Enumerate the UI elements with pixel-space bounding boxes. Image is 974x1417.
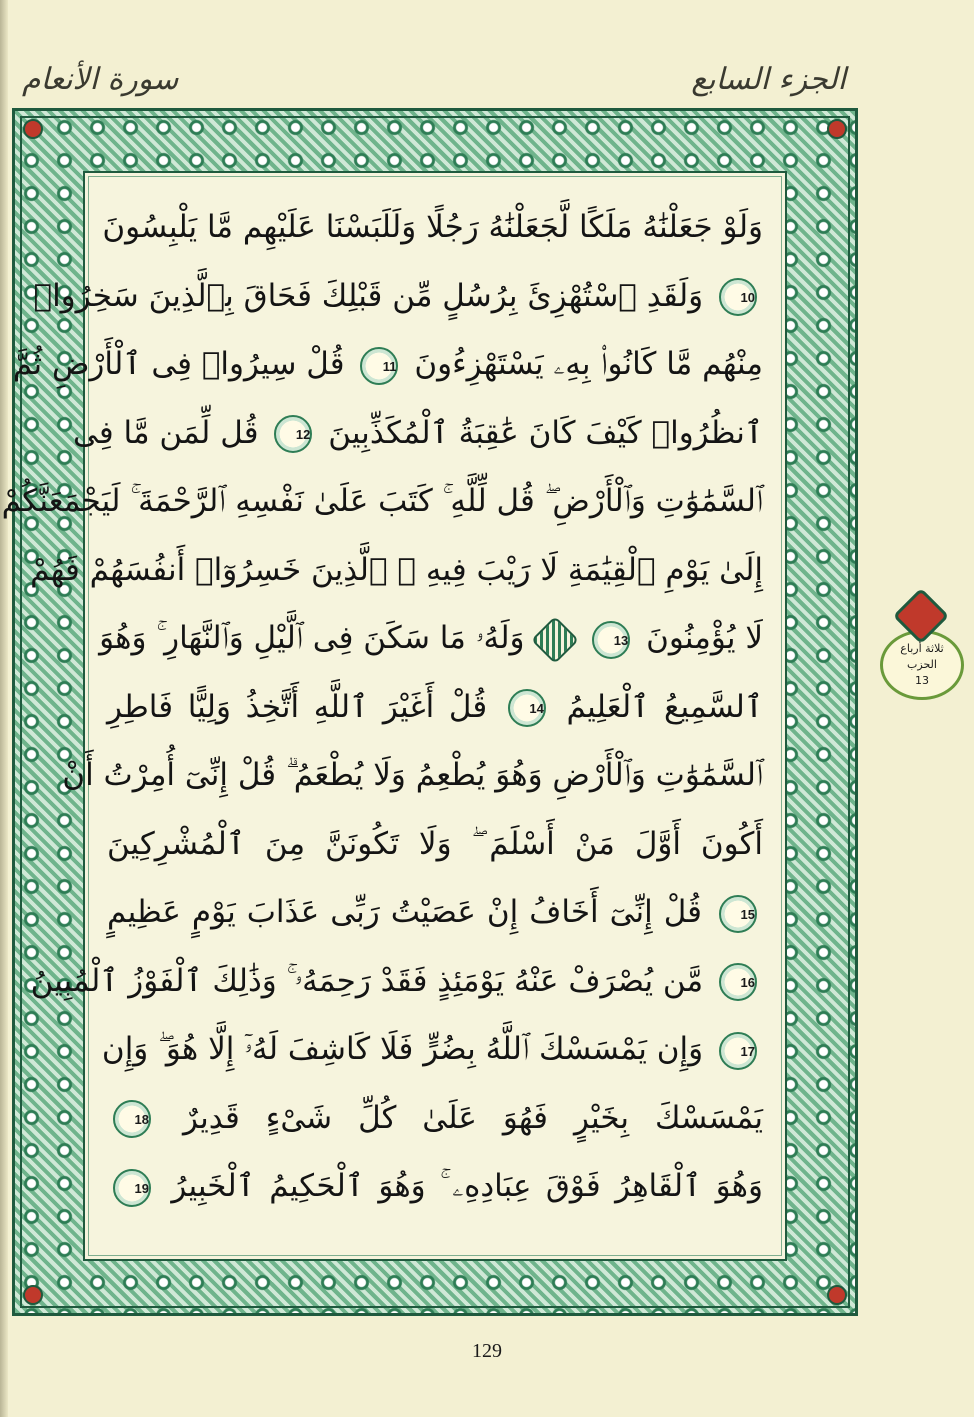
verse-number-marker: 16 bbox=[719, 963, 757, 1001]
verse-number-marker: 19 bbox=[113, 1169, 151, 1207]
verse-text: وَلَوْ جَعَلْنَٰهُ مَلَكًا لَّجَعَلْنَٰهُ رَجُلًا وَلَلَبَسْنَا عَلَيْهِم مَّا يَلْبِسُونَ bbox=[102, 209, 763, 245]
page-edge bbox=[0, 0, 8, 1417]
verse-text: وَإِن يَمْسَسْكَ ٱللَّهُ بِضُرٍّ فَلَا كَاشِفَ لَهُۥٓ إِلَّا هُوَ ۖ وَإِن bbox=[101, 1031, 704, 1067]
verse-line bbox=[107, 673, 763, 742]
verse-text: قُلْ سِيرُوا۟ فِى ٱلْأَرْضِ ثُمَّ bbox=[12, 346, 345, 382]
verse-text: لَا يُؤْمِنُونَ bbox=[646, 620, 763, 656]
verse-line bbox=[62, 741, 763, 810]
hizb-marker bbox=[880, 596, 962, 696]
page-number: 129 bbox=[472, 1340, 502, 1362]
ornamental-frame bbox=[1, 108, 858, 1316]
hizb-number: 13 bbox=[915, 674, 929, 687]
verse-text: وَلَهُۥ مَا سَكَنَ فِى ٱلَّيْلِ وَٱلنَّهَارِ ۚ وَهُوَ bbox=[99, 620, 525, 656]
corner-ornament bbox=[827, 119, 847, 139]
hizb-label-line2: الحزب bbox=[907, 658, 937, 671]
verse-line bbox=[101, 1015, 763, 1084]
verse-text: قُل لِّمَن مَّا فِى bbox=[72, 414, 259, 451]
verse-number-marker: 10 bbox=[719, 278, 757, 316]
verse-number-marker: 13 bbox=[592, 621, 630, 659]
rub-el-hizb-icon bbox=[531, 615, 579, 663]
verse-line bbox=[12, 330, 763, 399]
verse-line bbox=[107, 1084, 763, 1153]
verse-number-marker: 18 bbox=[113, 1100, 151, 1138]
juz-name: الجزء السابع bbox=[691, 62, 846, 97]
verse-text: ٱلسَّمَٰوَٰتِ وَٱلْأَرْضِ ۖ قُل لِّلَّهِ ۚ كَتَبَ عَلَىٰ نَفْسِهِ ٱلرَّحْمَةَ ۚ لَيَجْمَعَنَّكُمْ bbox=[1, 483, 763, 519]
surah-name: سورة الأنعام bbox=[22, 62, 179, 97]
verse-number-marker: 12 bbox=[274, 415, 312, 453]
verse-text: أَكُونَ أَوَّلَ مَنْ أَسْلَمَ ۖ وَلَا تَكُونَنَّ مِنَ ٱلْمُشْرِكِينَ bbox=[107, 825, 763, 862]
verse-text: إِلَىٰ يَوْمِ ٱلْقِيَٰمَةِ لَا رَيْبَ فِيهِ ۚ ٱلَّذِينَ خَسِرُوٓا۟ أَنفُسَهُمْ فَهُمْ bbox=[30, 551, 763, 588]
verse-text-area bbox=[1, 171, 787, 1261]
corner-ornament bbox=[827, 1285, 847, 1305]
verse-text: ٱنظُرُوا۟ كَيْفَ كَانَ عَٰقِبَةُ ٱلْمُكَذِّبِينَ bbox=[328, 414, 763, 451]
verse-line bbox=[107, 878, 763, 947]
corner-ornament bbox=[23, 119, 43, 139]
verse-line bbox=[30, 536, 763, 605]
verse-line bbox=[1, 467, 763, 536]
verse-number-marker: 15 bbox=[719, 895, 757, 933]
verse-text: قُلْ إِنِّىٓ أَخَافُ إِنْ عَصَيْتُ رَبِّى عَذَابَ يَوْمٍ عَظِيمٍ bbox=[107, 894, 702, 930]
verse-line bbox=[72, 399, 763, 468]
verse-line bbox=[30, 947, 763, 1016]
verse-line bbox=[33, 262, 763, 331]
verse-text: وَلَقَدِ ٱسْتُهْزِئَ بِرُسُلٍ مِّن قَبْلِكَ فَحَاقَ بِٱلَّذِينَ سَخِرُوا۟ bbox=[33, 277, 704, 314]
verse-number-marker: 14 bbox=[508, 689, 546, 727]
verse-text: وَهُوَ ٱلْقَاهِرُ فَوْقَ عِبَادِهِۦ ۚ وَهُوَ ٱلْحَكِيمُ ٱلْخَبِيرُ bbox=[171, 1168, 763, 1204]
verse-number-marker: 11 bbox=[360, 347, 398, 385]
verse-text: ٱلسَّمَٰوَٰتِ وَٱلْأَرْضِ وَهُوَ يُطْعِمُ وَلَا يُطْعَمُ ۗ قُلْ إِنِّىٓ أُمِرْتُ أَنْ bbox=[62, 757, 763, 793]
verse-text: مَّن يُصْرَفْ عَنْهُ يَوْمَئِذٍ فَقَدْ رَحِمَهُۥ ۚ وَذَٰلِكَ ٱلْفَوْزُ ٱلْمُبِينُ bbox=[30, 962, 704, 999]
hizb-label-line1: ثلاثة أرباع bbox=[900, 642, 944, 655]
verse-number-marker: 17 bbox=[719, 1032, 757, 1070]
verse-text: قُلْ أَغَيْرَ ٱللَّهِ أَتَّخِذُ وَلِيًّا فَاطِرِ bbox=[107, 688, 488, 725]
verse-line bbox=[102, 193, 763, 262]
verse-text: مِنْهُم مَّا كَانُوا۟ بِهِۦ يَسْتَهْزِءُونَ bbox=[414, 346, 763, 382]
verse-line bbox=[99, 604, 763, 673]
verse-line bbox=[107, 1152, 763, 1221]
corner-ornament bbox=[23, 1285, 43, 1305]
verse-text: ٱلسَّمِيعُ ٱلْعَلِيمُ bbox=[566, 688, 764, 725]
verse-text: يَمْسَسْكَ بِخَيْرٍ فَهُوَ عَلَىٰ كُلِّ شَىْءٍ قَدِيرٌ bbox=[182, 1099, 763, 1136]
verse-line bbox=[107, 810, 763, 879]
